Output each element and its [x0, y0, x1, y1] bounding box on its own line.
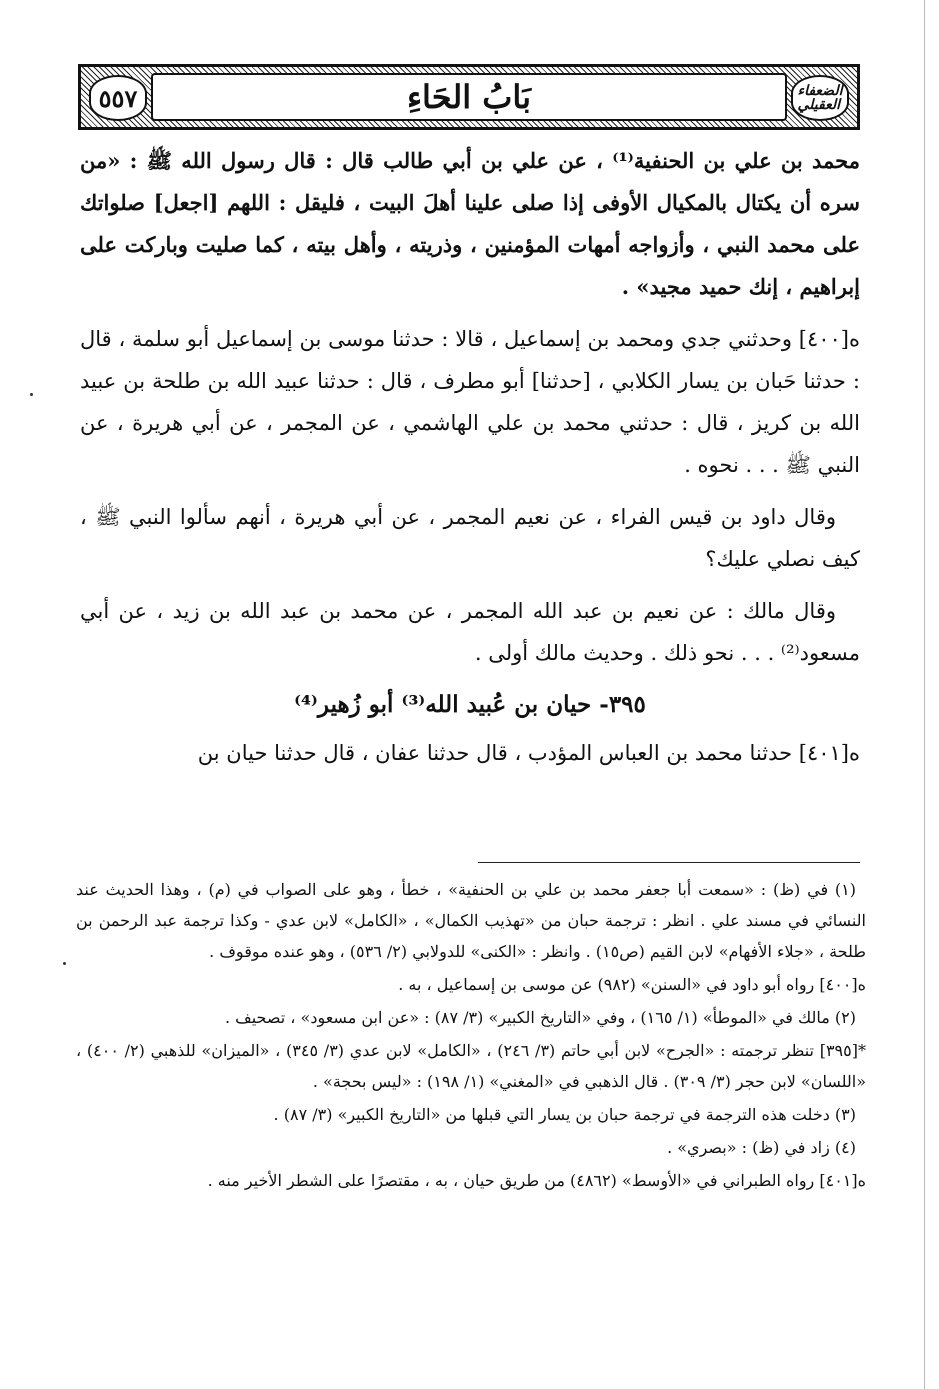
footnote: ه[٤٠٠] رواه أبو داود في «السنن» (٩٨٢) عن موسى بن إسماعيل ، به .	[398, 975, 866, 994]
paragraph: ه[٤٠٠] وحدثني جدي ومحمد بن إسماعيل ، قالا : حدثنا موسى بن إسماعيل أبو سلمة ، قال : حدثنا حَبان بن يسار الكلابي ، [حدثنا] أبو مطرف ، قال : حدثنا عبيد الله بن طلحة بن عبيد الله بن كريز ، قال : حدثني محمد بن علي الهاشمي ، عن المجمر ، عن أبي هريرة ، عن النبي ﷺ . . . نحوه .	[80, 327, 860, 477]
footnote: (٣) دخلت هذه الترجمة في ترجمة حبان بن يسار التي قبلها من «التاريخ الكبير» (٣/ ٨٧) .	[273, 1105, 856, 1124]
paragraph: وقال مالك : عن نعيم بن عبد الله المجمر ، عن محمد بن عبد الله بن زيد ، عن أبي مسعود⁽²⁾ . . . نحو ذلك . وحديث مالك أولى .	[80, 599, 860, 665]
footnote: *[٣٩٥] تنظر ترجمته : «الجرح» لابن أبي حاتم (٣/ ٢٤٦) ، «الكامل» لابن عدي (٣/ ٣٤٥) ، «الميزان» للذهبي (٢/ ٤٠٠) ، «اللسان» لابن حجر (٣/ ٣٠٩) . قال الذهبي في «المغني» (١/ ١٩٨) : «ليس بحجة» .	[76, 1041, 866, 1091]
book-seal-logo: الضعفاء العقيلي	[797, 83, 843, 113]
paragraph: محمد بن علي بن الحنفية⁽¹⁾ ، عن علي بن أبي طالب قال : قال رسول الله ﷺ : «من سره أن يكتال بالمكيال الأوفى إذا صلى علينا أهلَ البيت ، فليقل : اللهم [اجعل] صلواتك على محمد النبي ، وأزواجه أمهات المؤمنين ، وذريته ، وأهل بيته ، كما صليت وباركت على إبراهيم ، إنك حميد مجيد» .	[80, 148, 860, 299]
footnote: ه[٤٠١] رواه الطبراني في «الأوسط» (٤٨٦٢) من طريق حيان ، به ، مقتصرًا على الشطر الأخير منه .	[207, 1171, 866, 1190]
scan-speck	[63, 962, 66, 965]
page-edge-line	[924, 0, 925, 1389]
paragraph: ه[٤٠١] حدثنا محمد بن العباس المؤدب ، قال حدثنا عفان ، قال حدثنا حيان بن	[197, 741, 860, 765]
chapter-title: بَابُ الحَاءِ	[406, 78, 531, 116]
footnote-divider	[478, 862, 860, 863]
page-number: ٥٥٧	[98, 83, 138, 113]
paragraph: وقال داود بن قيس الفراء ، عن نعيم المجمر ، عن أبي هريرة ، أنهم سألوا النبي ﷺ ، كيف نصلي عليك؟	[80, 505, 860, 571]
scan-speck	[30, 393, 33, 396]
footnote: (٤) زاد في (ظ) : «بصري» .	[667, 1138, 856, 1157]
book-seal-badge	[791, 75, 849, 121]
page-header	[78, 64, 860, 130]
main-text	[80, 140, 860, 784]
footnote: (١) في (ظ) : «سمعت أبا جعفر محمد بن علي بن الحنفية» ، خطأ ، وهو على الصواب في (م) ، وهذا الحديث عند النسائي في مسند علي . انظر : ترجمة حبان من «تهذيب الكمال» ، «الكامل» لابن عدي - وكذا ترجمة عبد الرحمن بن طلحة ، «جلاء الأفهام» لابن القيم (ص١٥) . وانظر : «الكنى» للدولابي (٢/ ٥٣٦) ، وهو عنده موقوف .	[76, 880, 867, 961]
footnotes	[76, 874, 866, 1198]
chapter-title-box	[151, 73, 787, 121]
page-number-badge	[89, 75, 147, 121]
footnote: (٢) مالك في «الموطأ» (١/ ١٦٥) ، وفي «التاريخ الكبير» (٣/ ٨٧) : «عن ابن مسعود» ، تصحيف .	[224, 1008, 856, 1027]
section-title: ٣٩٥- حيان بن عُبيد الله⁽³⁾ أبو زُهير⁽⁴⁾	[294, 691, 646, 718]
